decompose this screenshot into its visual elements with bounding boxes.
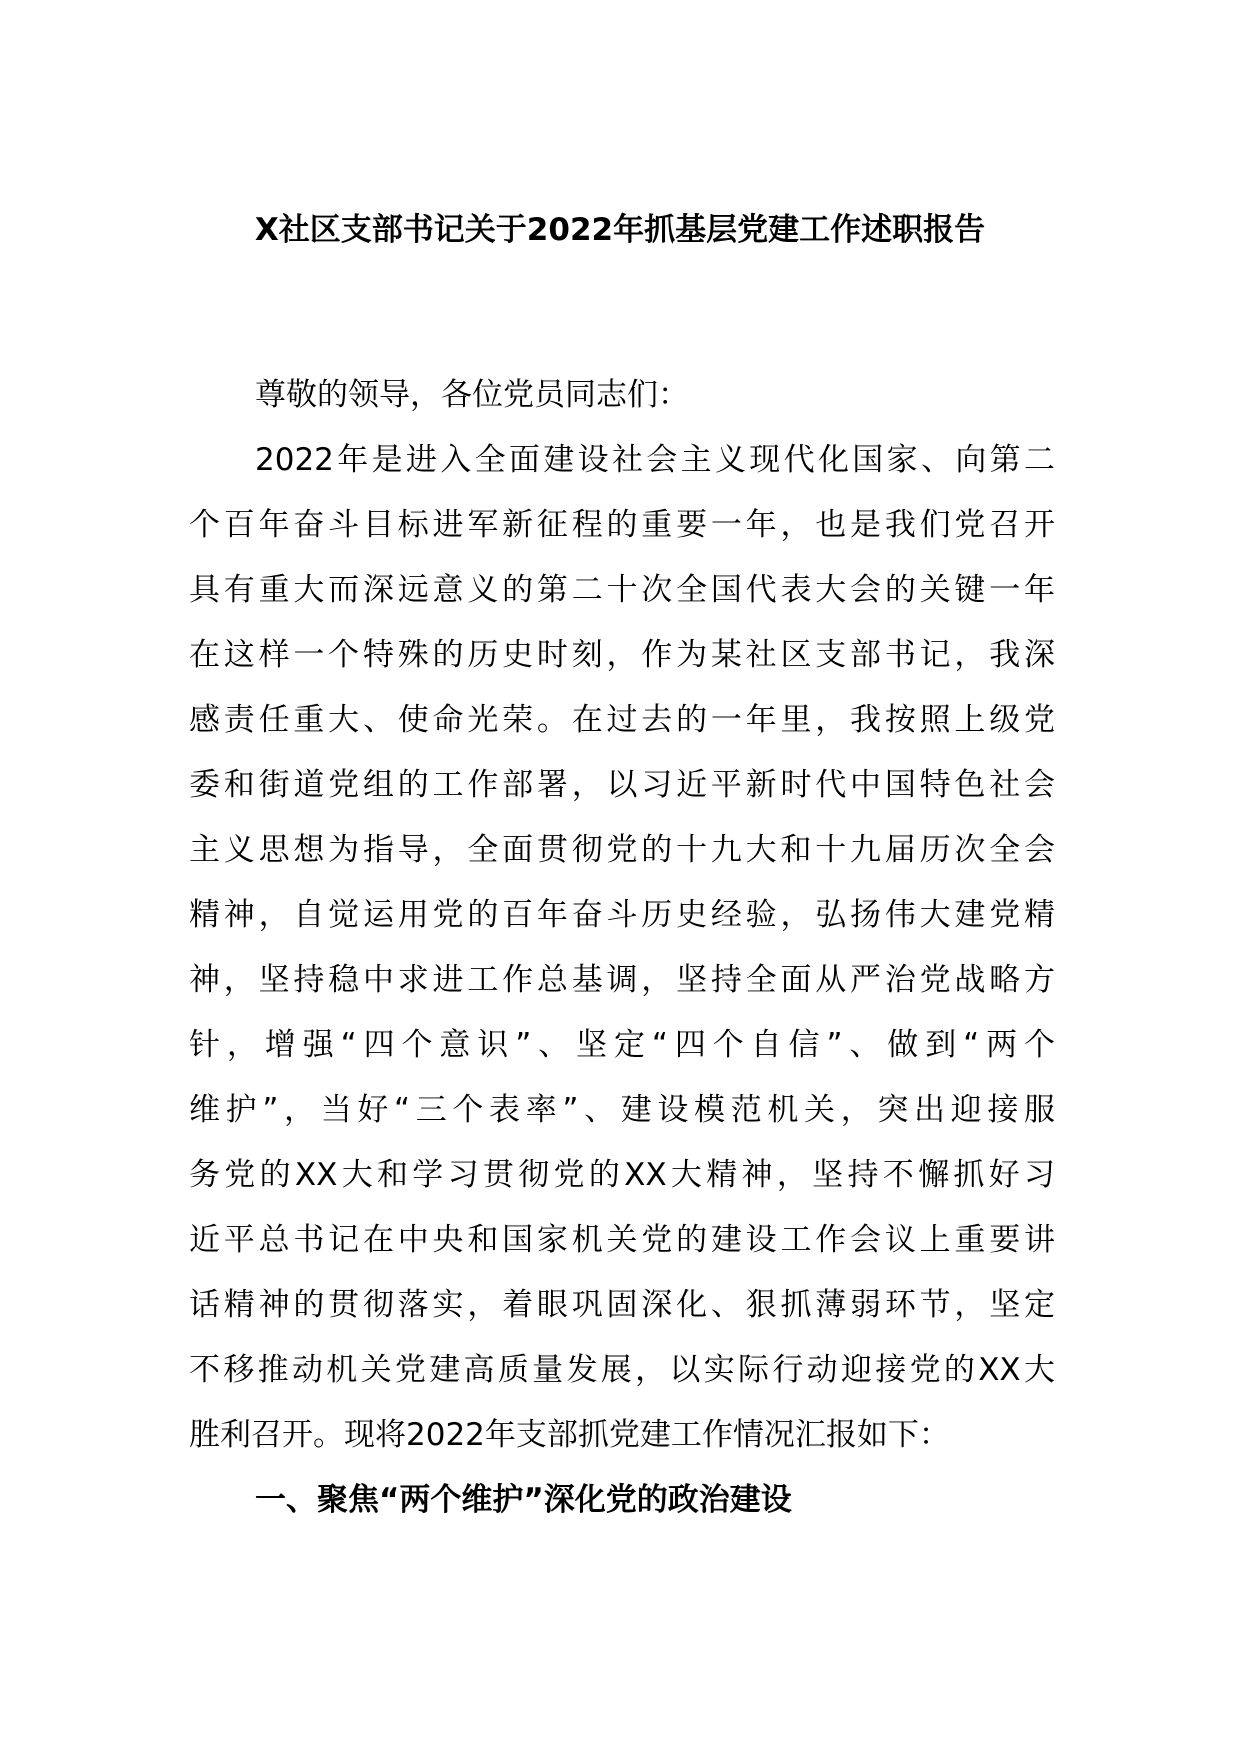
salutation: 尊敬的领导，各位党员同志们：: [255, 377, 689, 413]
document-title: X社区支部书记关于2022年抓基层党建工作述职报告: [254, 212, 986, 248]
paragraph-line: 委和街道党组的工作部署，以习近平新时代中国特色社会: [189, 767, 1055, 803]
paragraph-line: 2022年是进入全面建设社会主义现代化国家、向第二: [255, 442, 1055, 478]
paragraph-line: 话精神的贯彻落实，着眼巩固深化、狠抓薄弱环节，坚定: [189, 1287, 1055, 1323]
paragraph-line: 维护”，当好“三个表率”、建设模范机关，突出迎接服: [189, 1092, 1055, 1128]
paragraph-line: 具有重大而深远意义的第二十次全国代表大会的关键一年: [189, 572, 1055, 608]
paragraph-line: 精神，自觉运用党的百年奋斗历史经验，弘扬伟大建党精: [189, 897, 1055, 933]
paragraph-line: 不移推动机关党建高质量发展，以实际行动迎接党的XX大: [189, 1352, 1055, 1388]
paragraph-line: 近平总书记在中央和国家机关党的建设工作会议上重要讲: [189, 1222, 1055, 1258]
paragraph-line: 胜利召开。现将2022年支部抓党建工作情况汇报如下：: [189, 1417, 950, 1453]
paragraph-line: 感责任重大、使命光荣。在过去的一年里，我按照上级党: [189, 702, 1055, 738]
paragraph-line: 务党的XX大和学习贯彻党的XX大精神，坚持不懈抓好习: [189, 1157, 1055, 1193]
paragraph-line: 针，增强“四个意识”、坚定“四个自信”、做到“两个: [189, 1027, 1055, 1063]
section-heading: 一、聚焦“两个维护”深化党的政治建设: [255, 1482, 792, 1518]
intro-paragraph: [189, 428, 1055, 1468]
paragraph-line: 个百年奋斗目标进军新征程的重要一年，也是我们党召开: [189, 507, 1055, 543]
paragraph-line: 在这样一个特殊的历史时刻，作为某社区支部书记，我深: [189, 637, 1055, 673]
paragraph-line: 主义思想为指导，全面贯彻党的十九大和十九届历次全会: [189, 832, 1055, 868]
paragraph-line: 神，坚持稳中求进工作总基调，坚持全面从严治党战略方: [189, 962, 1055, 998]
